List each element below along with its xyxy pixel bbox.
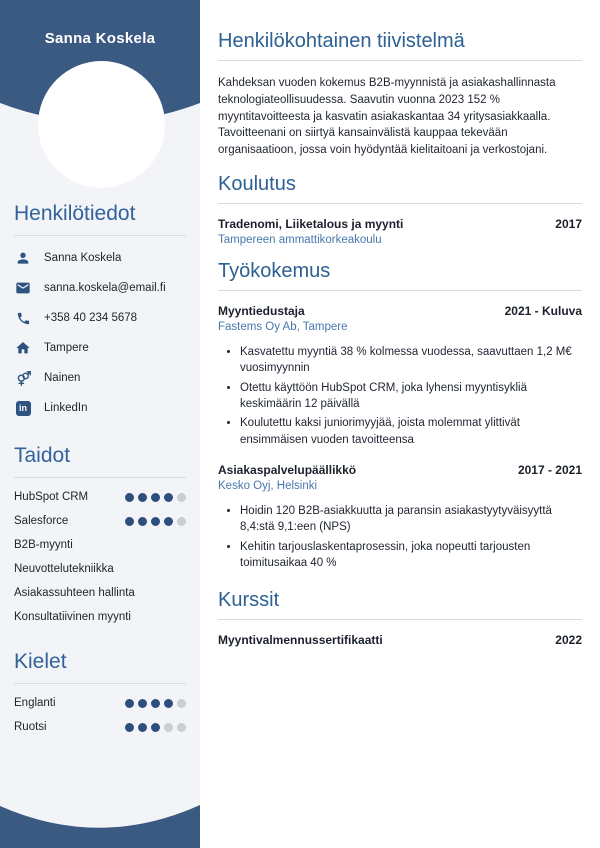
job-bullet: • Koulutettu kaksi juniorimyyjää, joista molemmat ylittivät ensimmäisen vuoden tavoitteensa (240, 415, 582, 448)
job-bullet-list (218, 344, 582, 448)
rating-dot-filled (164, 493, 173, 502)
skill-label: Asiakassuhteen hallinta (14, 587, 135, 599)
job-bullet: • Hoidin 120 B2B-asiakkuutta ja paransin asiakastyytyväisyyttä 8,4:stä 9,1:een (NPS) (240, 503, 582, 536)
mail-icon (14, 280, 32, 296)
skill-label: Konsultatiivinen myynti (14, 611, 131, 623)
skill-row (14, 605, 186, 629)
contact-phone-text: +358 40 234 5678 (44, 312, 138, 324)
contact-city-text: Tampere (44, 342, 89, 354)
skill-row (14, 509, 186, 533)
rating-dot-empty (164, 723, 173, 732)
job-entry (218, 304, 582, 448)
skill-rating-dots (125, 493, 186, 502)
language-label: Englanti (14, 697, 56, 709)
courses-heading: Kurssit (218, 589, 582, 620)
skills-heading: Taidot (14, 444, 186, 478)
summary-heading: Henkilökohtainen tiivistelmä (218, 30, 582, 61)
skill-label: Salesforce (14, 515, 69, 527)
rating-dot-filled (138, 493, 147, 502)
personal-info-heading: Henkilötiedot (14, 202, 186, 236)
job-entry-head (218, 304, 582, 318)
contact-row-linkedin[interactable] (14, 393, 186, 423)
rating-dot-filled (125, 493, 134, 502)
rating-dot-empty (177, 723, 186, 732)
rating-dot-empty (177, 517, 186, 526)
job-bullet: • Otettu käyttöön HubSpot CRM, joka lyhensi myyntisykliä keskimäärin 12 päivällä (240, 380, 582, 413)
skill-rating-dots (125, 517, 186, 526)
main-content (200, 0, 600, 848)
contact-row-gender (14, 363, 186, 393)
education-section (218, 173, 582, 246)
summary-text: Kahdeksan vuoden kokemus B2B-myynnistä ja asiakashallinnasta teknologiateollisuudessa. Saavutin vuonna 2023 152 % myyntitavoitteesta ja kasvatin asiakaskantaa 34 yritysasiakkaalla. Tavoitteenani on siirtyä kansainvälistä kauppaa tekevään organisaatioon, jossa voin hyödyntää kielitaitoani ja verkostojani. (218, 77, 556, 157)
course-entry-head (218, 633, 582, 647)
rating-dot-filled (151, 517, 160, 526)
language-rating-dots (125, 699, 186, 708)
rating-dot-filled (138, 517, 147, 526)
job-period: 2021 - Kuluva (504, 303, 582, 318)
education-degree: Tradenomi, Liiketalous ja myynti (218, 216, 404, 231)
skill-row (14, 533, 186, 557)
course-name: Myyntivalmennussertifikaatti (218, 633, 383, 648)
rating-dot-filled (138, 723, 147, 732)
contact-row-phone (14, 303, 186, 333)
language-row (14, 691, 186, 715)
job-role: Myyntiedustaja (218, 303, 305, 318)
rating-dot-filled (151, 699, 160, 708)
courses-section (218, 589, 582, 647)
rating-dot-empty (177, 493, 186, 502)
job-period: 2017 - 2021 (517, 462, 582, 477)
experience-section (218, 260, 582, 571)
job-company: Fastems Oy Ab, Tampere (218, 320, 348, 333)
language-row (14, 715, 186, 739)
job-company: Kesko Oyj, Helsinki (218, 479, 318, 492)
skill-label: Neuvottelutekniikka (14, 563, 114, 575)
rating-dot-filled (125, 699, 134, 708)
job-bullet-list (218, 503, 582, 571)
skill-label: B2B-myynti (14, 539, 73, 551)
skill-label: HubSpot CRM (14, 491, 89, 503)
contact-row-city (14, 333, 186, 363)
rating-dot-empty (177, 699, 186, 708)
job-bullet: • Kasvatettu myyntiä 38 % kolmessa vuodessa, saavuttaen 1,2 M€ vuosimyynnin (240, 344, 582, 377)
rating-dot-filled (138, 699, 147, 708)
education-school: Tampereen ammattikorkeakoulu (218, 233, 382, 246)
contact-email-text: sanna.koskela@email.fi (44, 282, 166, 294)
job-bullet: • Kehitin tarjouslaskentaprosessin, joka nopeutti tarjousten toimitusaikaa 40 % (240, 539, 582, 572)
sidebar-content (0, 0, 200, 739)
skill-row (14, 557, 186, 581)
education-period: 2017 (555, 216, 582, 231)
candidate-name: Sanna Koskela (44, 30, 156, 47)
skill-row (14, 581, 186, 605)
rating-dot-filled (125, 723, 134, 732)
education-entry (218, 217, 582, 246)
rating-dot-filled (164, 517, 173, 526)
sidebar (0, 0, 200, 848)
job-entry (218, 463, 582, 571)
experience-heading: Työkokemus (218, 260, 582, 291)
language-rating-dots (125, 723, 186, 732)
language-label: Ruotsi (14, 721, 47, 733)
sidebar-footer-shape (0, 788, 200, 848)
contact-gender-text: Nainen (44, 372, 81, 384)
skill-row (14, 485, 186, 509)
contact-name-text: Sanna Koskela (44, 252, 122, 264)
phone-icon (14, 311, 32, 326)
contact-row-email (14, 273, 186, 303)
summary-section (218, 30, 582, 159)
linkedin-icon: in (14, 401, 32, 416)
contact-row-name (14, 243, 186, 273)
contact-linkedin-text: LinkedIn (44, 402, 88, 414)
rating-dot-filled (151, 493, 160, 502)
person-icon (14, 250, 32, 266)
home-icon (14, 340, 32, 356)
course-period: 2022 (555, 633, 582, 648)
languages-heading: Kielet (14, 650, 186, 684)
rating-dot-filled (125, 517, 134, 526)
rating-dot-filled (164, 699, 173, 708)
course-entry (218, 633, 582, 647)
job-entry-head (218, 463, 582, 477)
rating-dot-filled (151, 723, 160, 732)
job-role: Asiakaspalvelupäällikkö (218, 462, 357, 477)
education-entry-head (218, 217, 582, 231)
gender-icon (14, 370, 32, 387)
education-heading: Koulutus (218, 173, 582, 204)
